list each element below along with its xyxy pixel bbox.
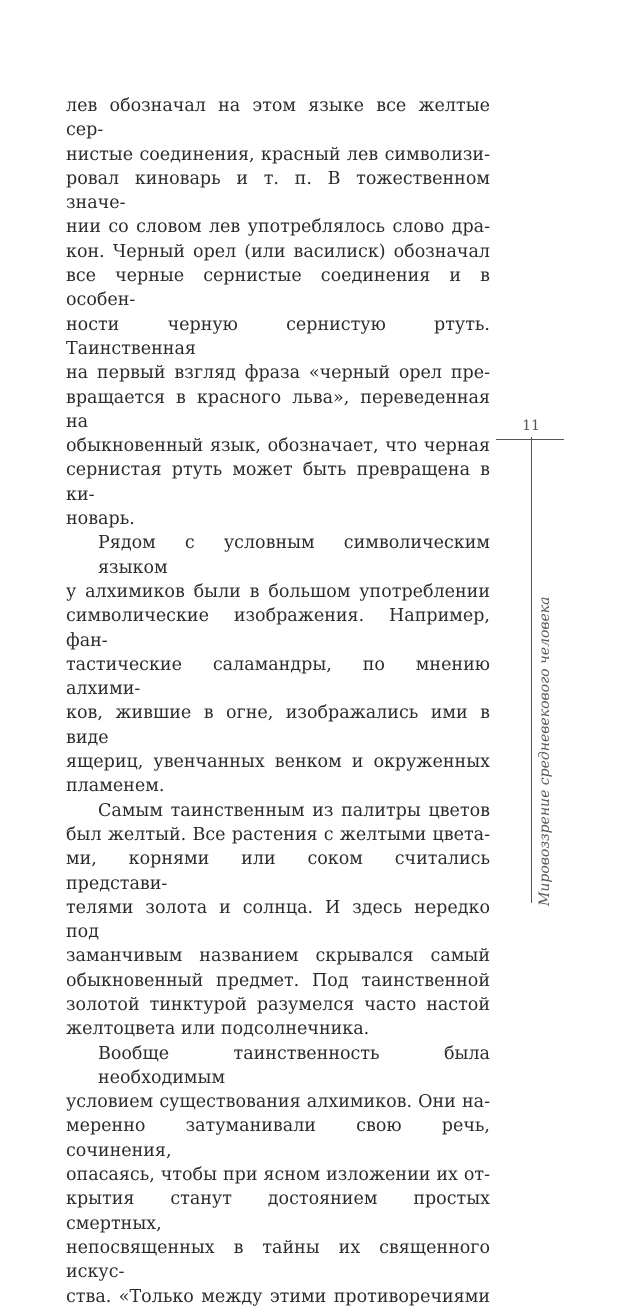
running-title-rule bbox=[531, 437, 532, 903]
text-line: сернистая ртуть может быть превращена в ки- bbox=[66, 460, 490, 505]
text-line: крытия станут достоянием простых смертных, bbox=[66, 1189, 490, 1234]
text-line: ности черную сернистую ртуть. Таинственная bbox=[66, 314, 490, 359]
text-line: Вообще таинственность была необходимым bbox=[98, 1043, 490, 1088]
text-line: символические изображения. Например, фан- bbox=[66, 606, 490, 651]
text-line: нии со словом лев употреблялось слово дра- bbox=[66, 217, 490, 238]
text-line: лев обозначал на этом языке все желтые сер- bbox=[66, 96, 490, 141]
text-line: пламенем. bbox=[66, 776, 165, 797]
text-line: ми, корнями или соком считались представи- bbox=[66, 849, 490, 894]
text-line: у алхимиков были в большом употреблении bbox=[66, 581, 490, 602]
text-line: ков, жившие в огне, изображались ими в виде bbox=[66, 703, 490, 748]
text-line: меренно затуманивали свою речь, сочинения, bbox=[66, 1116, 490, 1161]
text-line: заманчивым названием скрывался самый bbox=[66, 946, 490, 967]
page-number-rule bbox=[496, 439, 564, 440]
page-number: 11 bbox=[522, 418, 540, 434]
text-line: опасаясь, чтобы при ясном изложении их от- bbox=[66, 1165, 490, 1186]
text-line: обыкновенный предмет. Под таинственной bbox=[66, 970, 490, 991]
body-text bbox=[66, 94, 490, 1309]
text-line: Самым таинственным из палитры цветов bbox=[98, 800, 490, 821]
running-title: Мировоззрение средневекового человека bbox=[537, 596, 553, 906]
text-line: условием существования алхимиков. Они на- bbox=[66, 1092, 490, 1113]
text-line: желтоцвета или подсолнечника. bbox=[66, 1019, 370, 1040]
text-line: новарь. bbox=[66, 509, 135, 530]
text-line: обыкновенный язык, обозначает, что черная bbox=[66, 436, 490, 457]
text-line: телями золота и солнца. И здесь нередко под bbox=[66, 897, 490, 943]
text-line: тастические саламандры, по мнению алхими- bbox=[66, 654, 490, 700]
text-line: ящериц, увенчанных венком и окруженных bbox=[66, 752, 490, 773]
text-line: на первый взгляд фраза «черный орел пре- bbox=[66, 363, 490, 384]
text-line: вращается в красного льва», переведенная на bbox=[66, 387, 490, 432]
text-line: Рядом с условным символическим языком bbox=[98, 533, 490, 578]
text-line: все черные сернистые соединения и в особен- bbox=[66, 266, 490, 311]
text-line: нистые соединения, красный лев символизи- bbox=[66, 144, 490, 165]
text-line: был желтый. Все растения с желтыми цвета- bbox=[66, 824, 490, 845]
text-line: непосвященных в тайны их священного искус- bbox=[66, 1237, 490, 1283]
text-line: кон. Черный орел (или василиск) обозначал bbox=[66, 241, 490, 262]
text-line: ства. «Только между этими противоречиями bbox=[66, 1286, 490, 1307]
text-line: золотой тинктурой разумелся часто настой bbox=[66, 994, 490, 1015]
text-line: ровал киноварь и т. п. В тожественном значе- bbox=[66, 168, 490, 214]
